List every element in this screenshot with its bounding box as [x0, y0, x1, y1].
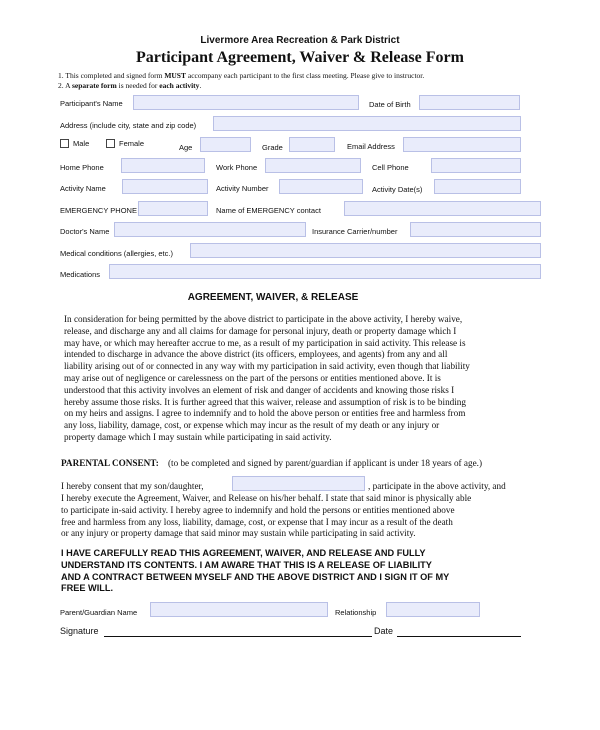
signature-line[interactable] [104, 636, 372, 637]
participant-name-input[interactable] [133, 95, 359, 110]
age-input[interactable] [200, 137, 251, 152]
address-input[interactable] [213, 116, 521, 131]
parental-consent-heading: PARENTAL CONSENT: (to be completed and signed by parent/guardian if applicant is under 18 years of age.) [61, 458, 483, 468]
parental-consent-text: I hereby execute the Agreement, Waiver, and Release on his/her behalf. I state that said minor is physically able to participate in-said activity. I hereby agree to indemnify and hold the persons or entities mentioned above free and harmless from any loss, liability, damage, cost, or expense that I may incur as a result of the death or any injury or property damage that said minor may sustain while participating in said activity. [61, 493, 472, 539]
relationship-label: Relationship [335, 608, 377, 617]
emergency-phone-label: EMERGENCY PHONE [60, 206, 137, 215]
address-label: Address (include city, state and zip code) [60, 121, 197, 130]
agreement-text: In consideration for being permitted by the above district to participate in the above activity, I hereby waive, release, and discharge any and all claims for damage for personal injury, death or property damage which I may have, or which may hereafter accrue to me, as a result of my participation in said activity. This release is intended to discharge in advance the above district (its officers, employees, and agents) from any and all liability arising out of or connected in any way with my participation in said activity, even though that liability may arise out of negligence or carelessness on the part of the persons or entities mentioned above. It is understood that this activity involves an element of risk and danger of accidents and knowing those risks I hereby assume those risks. It is further agreed that this waiver, release and assumption of risk is to be binding on my heirs and assigns. I agree to indemnify and to hold the above person or entities free and harmless from any loss, liability, damage, cost, or expense which may incur as the result of my death or any injury or property damage which I may sustain while participating in said activity. [64, 314, 470, 442]
date-of-birth-label: Date of Birth [369, 100, 411, 109]
parental-consent-line-1-end: , participate in the above activity, and [368, 481, 506, 491]
work-phone-label: Work Phone [216, 163, 258, 172]
guardian-name-input[interactable] [150, 602, 328, 617]
doctor-name-label: Doctor's Name [60, 227, 110, 236]
male-checkbox[interactable] [60, 139, 69, 148]
email-input[interactable] [403, 137, 521, 152]
form-title: Participant Agreement, Waiver & Release Form [136, 49, 464, 66]
activity-number-label: Activity Number [216, 184, 269, 193]
grade-input[interactable] [289, 137, 335, 152]
participant-name-label: Participant's Name [60, 99, 123, 108]
female-checkbox[interactable] [106, 139, 115, 148]
home-phone-input[interactable] [121, 158, 205, 173]
guardian-name-label: Parent/Guardian Name [60, 608, 138, 617]
emergency-contact-input[interactable] [344, 201, 541, 216]
insurance-carrier-input[interactable] [410, 222, 541, 237]
age-label: Age [179, 143, 193, 152]
date-of-birth-input[interactable] [419, 95, 520, 110]
agreement-heading: AGREEMENT, WAIVER, & RELEASE [187, 292, 359, 303]
activity-dates-label: Activity Date(s) [372, 185, 423, 194]
medications-input[interactable] [109, 264, 541, 279]
note-2: 2. A separate form is needed for each activity. [58, 81, 202, 90]
female-label: Female [119, 139, 145, 148]
emergency-contact-label: Name of EMERGENCY contact [216, 206, 321, 215]
date-line[interactable] [397, 636, 521, 637]
signature-label: Signature [60, 626, 99, 636]
medical-conditions-label: Medical conditions (allergies, etc.) [60, 249, 173, 258]
email-label: Email Address [347, 142, 395, 151]
relationship-input[interactable] [386, 602, 480, 617]
note-1: 1. This completed and signed form MUST accompany each participant to the first class meeting. Please give to instructor. [58, 71, 425, 80]
acknowledgement-statement: I HAVE CAREFULLY READ THIS AGREEMENT, WAIVER, AND RELEASE AND FULLY UNDERSTAND ITS CONTENTS. I AM AWARE THAT THIS IS A RELEASE OF LIABILITY AND A CONTRACT BETWEEN MYSELF AND THE ABOVE DISTRICT AND I SIGN IT OF MY FREE WILL. [61, 548, 450, 594]
activity-name-label: Activity Name [60, 184, 106, 193]
cell-phone-label: Cell Phone [372, 163, 409, 172]
home-phone-label: Home Phone [60, 163, 104, 172]
activity-dates-input[interactable] [434, 179, 521, 194]
cell-phone-input[interactable] [431, 158, 521, 173]
grade-label: Grade [262, 143, 283, 152]
emergency-phone-input[interactable] [138, 201, 208, 216]
activity-number-input[interactable] [279, 179, 363, 194]
medications-label: Medications [60, 270, 101, 279]
minor-name-input[interactable] [232, 476, 365, 491]
medical-conditions-input[interactable] [190, 243, 541, 258]
doctor-name-input[interactable] [114, 222, 306, 237]
insurance-carrier-label: Insurance Carrier/number [312, 227, 398, 236]
activity-name-input[interactable] [122, 179, 208, 194]
parental-consent-line-1: I hereby consent that my son/daughter, [61, 481, 204, 491]
organization-name: Livermore Area Recreation & Park District [200, 35, 400, 46]
date-label: Date [374, 626, 394, 636]
work-phone-input[interactable] [265, 158, 361, 173]
male-label: Male [73, 139, 90, 148]
